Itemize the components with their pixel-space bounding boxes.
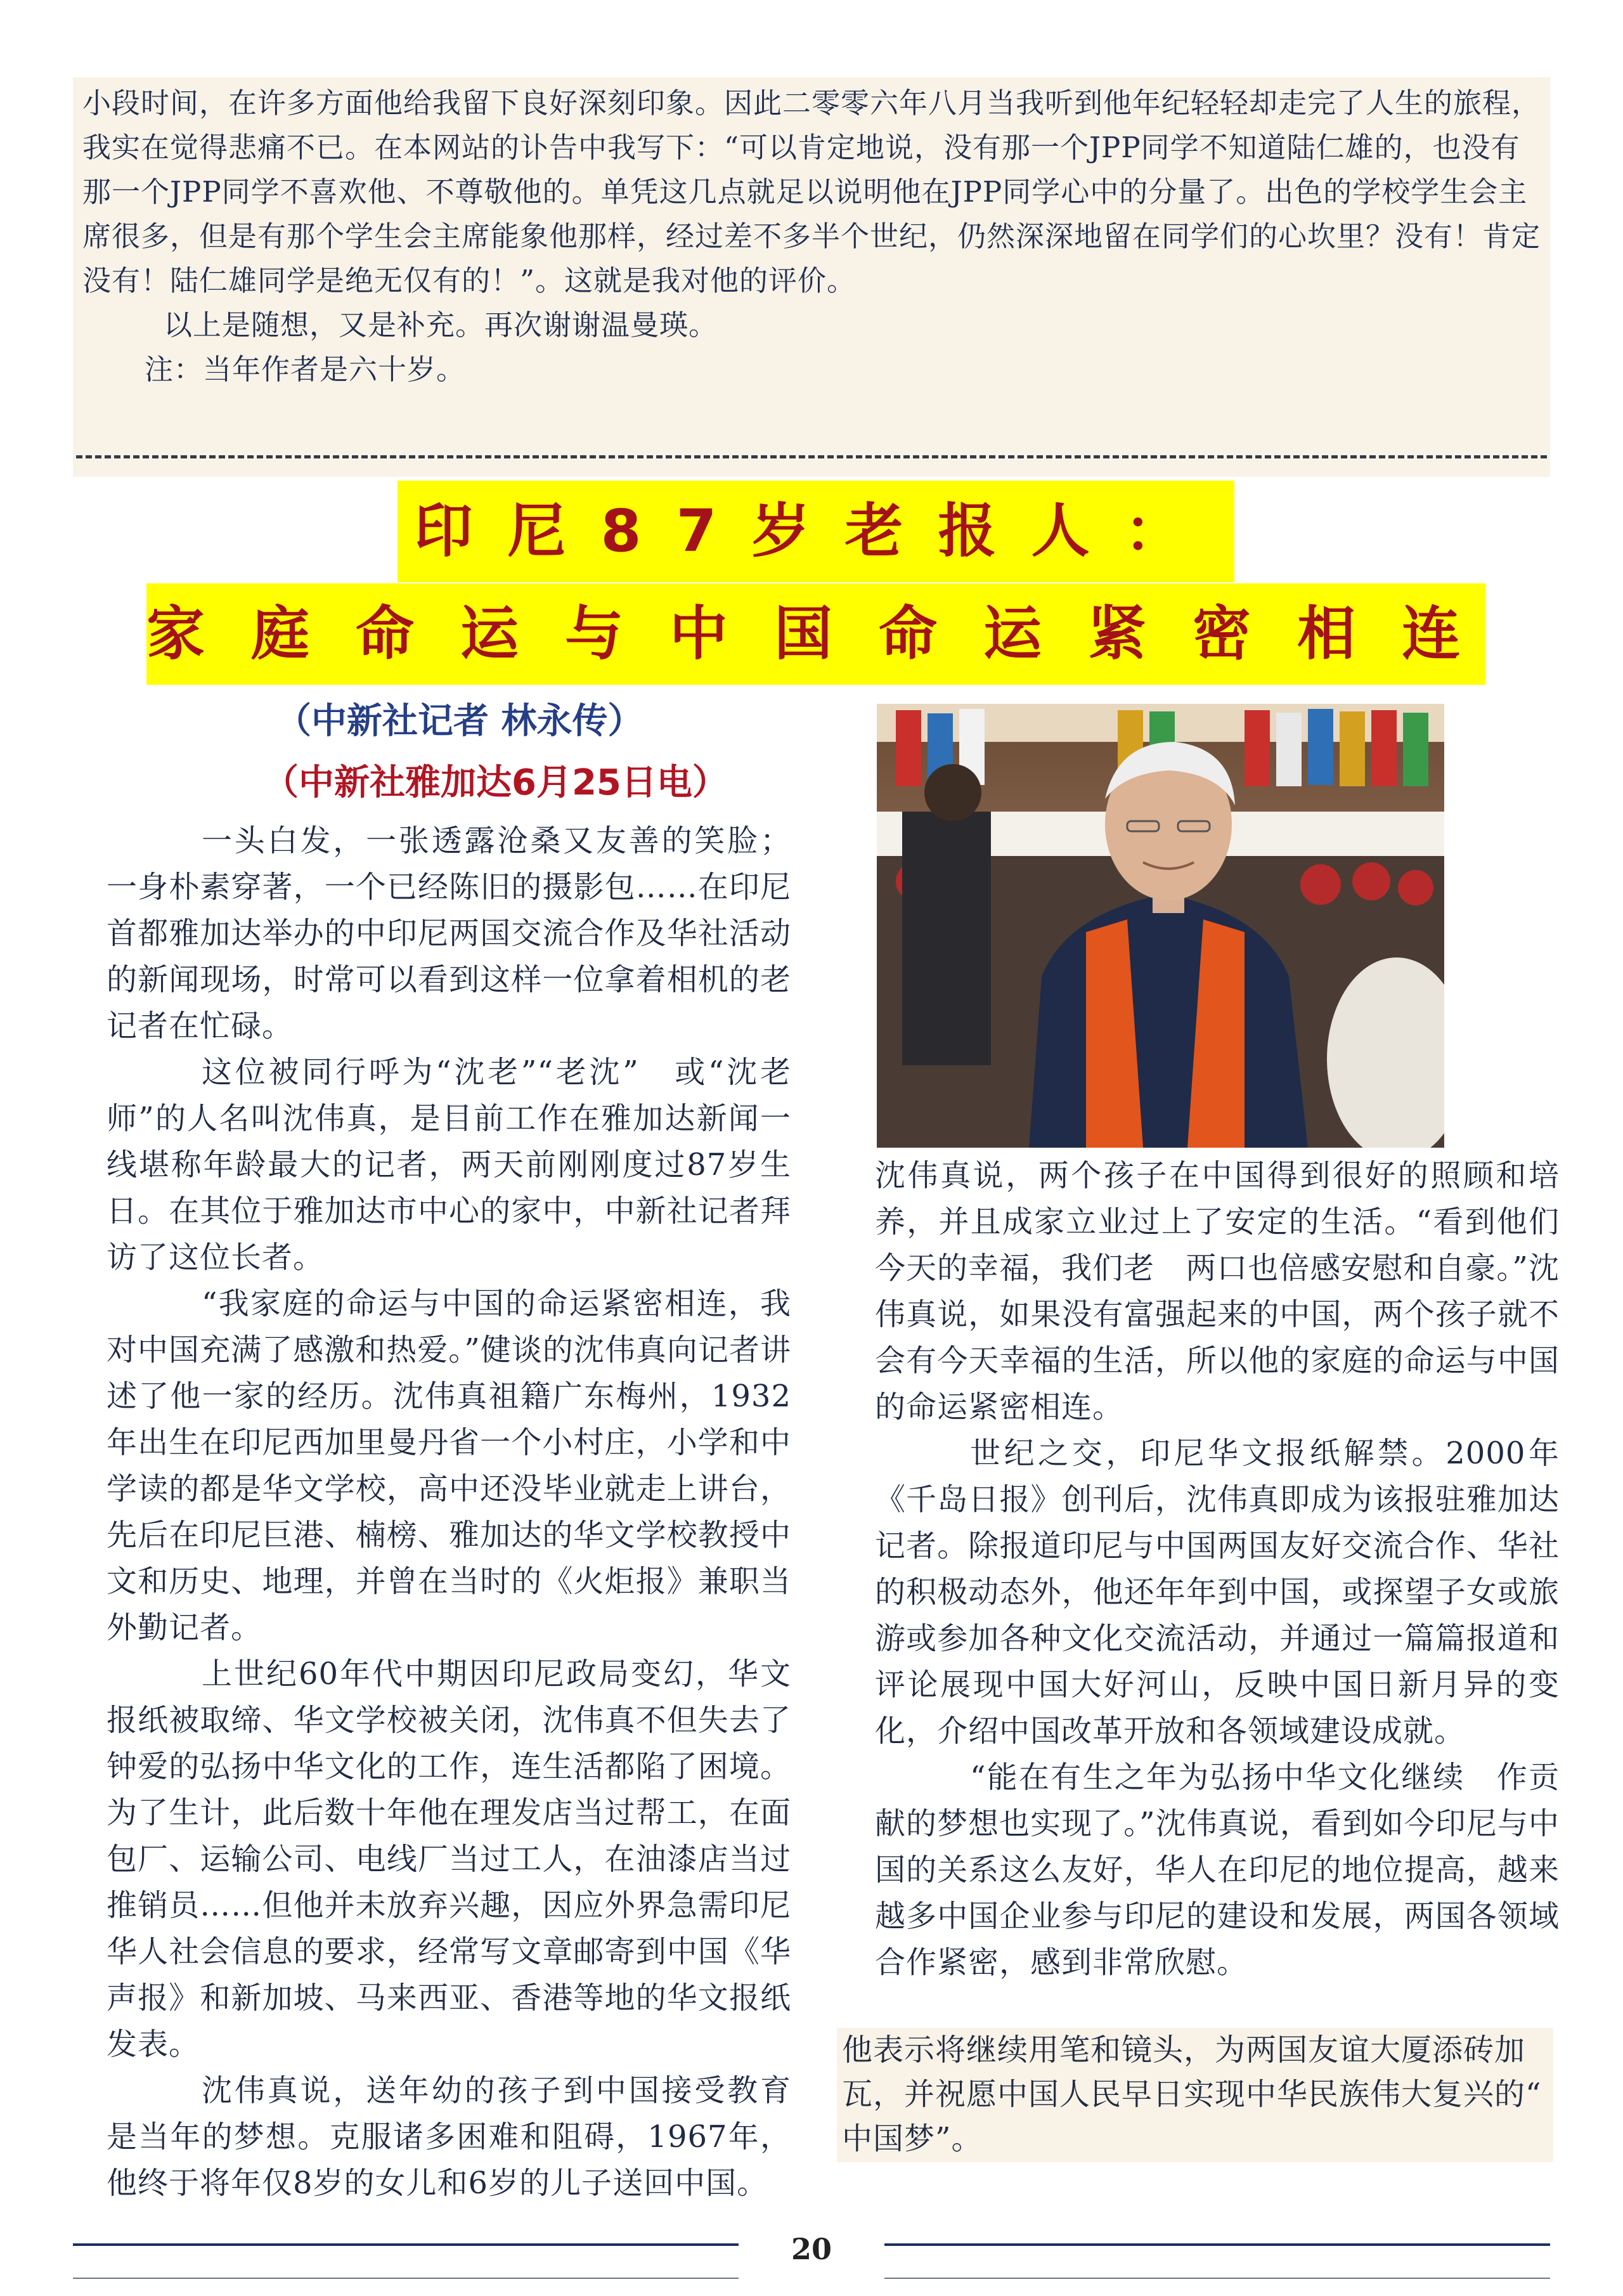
article-paragraph: 沈伟真说，两个孩子在中国得到很好的照顾和培养，并且成家立业过上了安定的生活。“看到他们今天的幸福，我们老 两口也倍感安慰和自豪。”沈伟真说，如果没有富强起来的中国，两个孩子就不会有今天幸福的生活，所以他的家庭的命运与中国的命运紧密相连。 [875,1158,1560,1425]
headline-line-1: 印尼87岁老报人： [398,481,1234,582]
photo-illustration [877,704,1444,1148]
article-paragraph: 沈伟真说，送年幼的孩子到中国接受教育是当年的梦想。克服诸多困难和阻碍，1967年，他终于将年仅8岁的女儿和6岁的儿子送回中国。 [107,2073,791,2201]
footer-line-left [73,2243,739,2246]
author-age-note: 注：当年作者是六十岁。 [145,353,466,386]
article-paragraph: 世纪之交，印尼华文报纸解禁。2000年《千岛日报》创刊后，沈伟真即成为该报驻雅加达记者。除报道印尼与中国两国友好交流合作、华社的积极动态外，他还年年到中国，或探望子女或旅游或参加各种文化交流活动，并通过一篇篇报道和评论展现中国大好河山，反映中国日新月异的变化，介绍中国改革开放和各领域建设成就。 [875,1436,1560,1749]
article-right-column [875,1153,1560,1986]
article-paragraph: “能在有生之年为弘扬中华文化继续 作贡献的梦想也实现了。”沈伟真说，看到如今印尼与中国的关系这么友好，华人在印尼的地位提高，越来越多中国企业参与印尼的建设和发展，两国各领域合作紧密，感到非常欣慰。 [875,1760,1560,1980]
previous-article-paragraph: 小段时间，在许多方面他给我留下良好深刻印象。因此二零零六年八月当我听到他年纪轻轻却走完了人生的旅程，我实在觉得悲痛不已。在本网站的讣告中我写下：“可以肯定地说，没有那一个JPP同学不知道陆仁雄的，也没有那一个JPP同学不喜欢他、不尊敬他的。单凭这几点就足以说明他在JPP同学心中的分量了。出色的学校学生会主席很多，但是有那个学生会主席能象他那样，经过差不多半个世纪，仍然深深地留在同学们的心坎里？没有！肯定没有！陆仁雄同学是绝无仅有的！”。这就是我对他的评价。 [82,86,1541,297]
headline-line-2: 家庭命运与中国命运紧密相连 [146,583,1485,685]
closing-text [842,2028,1573,2161]
article-paragraph: “我家庭的命运与中国的命运紧密相连，我对中国充满了感激和热爱。”健谈的沈伟真向记者讲述了他一家的经历。沈伟真祖籍广东梅州，1932年出生在印尼西加里曼丹省一个小村庄，小学和中学读的都是华文学校，高中还没毕业就走上讲台，先后在印尼巨港、楠榜、雅加达的华文学校教授中文和历史、地理，并曾在当时的《火炬报》兼职当外勤记者。 [107,1286,791,1645]
article-left-column [107,818,791,2207]
article-paragraph: 一头白发，一张透露沧桑又友善的笑脸；一身朴素穿著，一个已经陈旧的摄影包……在印尼首都雅加达举办的中印尼两国交流合作及华社活动的新闻现场，时常可以看到这样一位拿着相机的老记者在忙碌。 [107,823,791,1044]
article-photo [877,704,1444,1148]
dateline: （中新社雅加达6月25日电） [263,762,728,803]
closing-paragraph: 他表示将继续用笔和镜头，为两国友谊大厦添砖加瓦，并祝愿中国人民早日实现中华民族伟大复兴的“ 中国梦”。 [842,2032,1573,2157]
footer-line-left-lower [73,2278,739,2279]
article-paragraph: 这位被同行呼为“沈老”“老沈” 或“沈老师”的人名叫沈伟真，是目前工作在雅加达新闻一线堪称年龄最大的记者，两天前刚刚度过87岁生日。在其位于雅加达市中心的家中，中新社记者拜访了这位长者。 [107,1054,791,1275]
thanks-note: 以上是随想，又是补充。再次谢谢温曼瑛。 [164,308,718,342]
byline: （中新社记者 林永传） [276,701,643,742]
footer-line-right-lower [884,2278,1550,2279]
section-divider [76,455,1547,458]
article-paragraph: 上世纪60年代中期因印尼政局变幻，华文报纸被取缔、华文学校被关闭，沈伟真不但失去了钟爱的弘扬中华文化的工作，连生活都陷了困境。为了生计，此后数十年他在理发店当过帮工，在面包厂、运输公司、电线厂当过工人，在油漆店当过推销员……但他并未放弃兴趣，因应外界急需印尼华人社会信息的要求，经常写文章邮寄到中国《华声报》和新加坡、马来西亚、香港等地的华文报纸发表。 [107,1656,791,2062]
footer-line-right [884,2243,1550,2246]
page-number: 20 [791,2232,832,2266]
previous-article-text [82,81,1547,392]
